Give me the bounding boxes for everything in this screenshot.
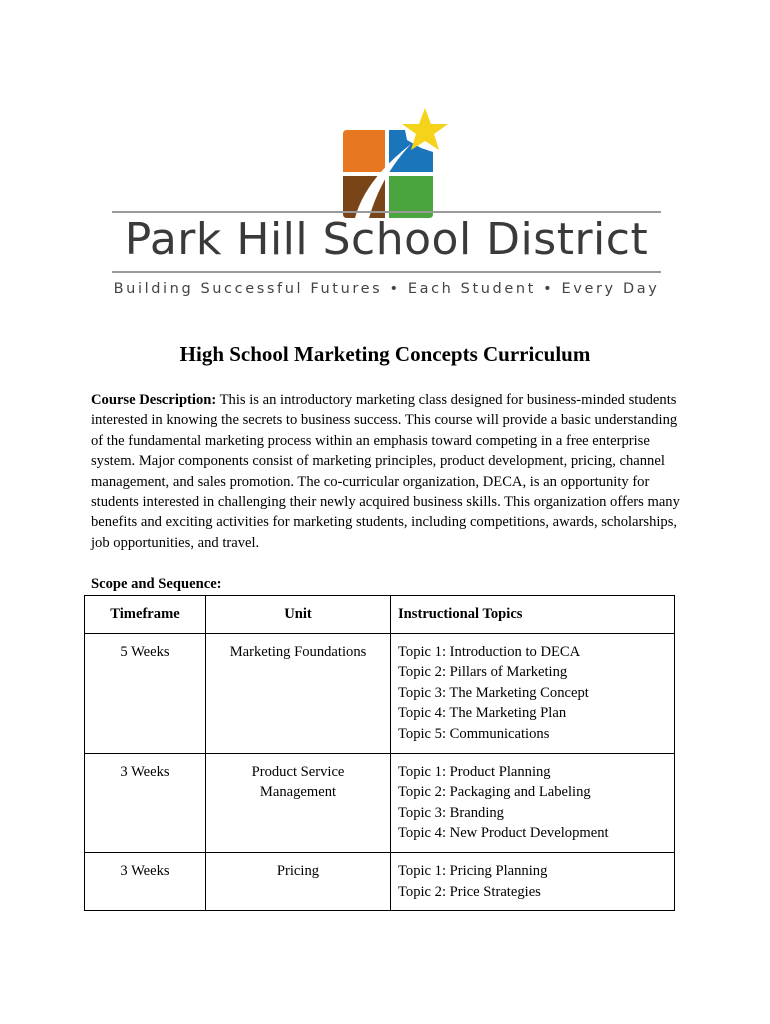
unit-cell: Marketing Foundations bbox=[206, 633, 391, 753]
topic-item: Topic 3: Branding bbox=[398, 804, 504, 821]
scope-sequence-label: Scope and Sequence: bbox=[91, 576, 222, 592]
unit-cell: Pricing bbox=[206, 852, 391, 910]
table-row bbox=[85, 633, 675, 753]
topics-cell bbox=[391, 753, 675, 852]
topic-item: Topic 1: Pricing Planning bbox=[398, 862, 548, 879]
page-title: High School Marketing Concepts Curriculum bbox=[179, 342, 591, 366]
district-name: Park Hill School District bbox=[124, 214, 649, 265]
district-logo bbox=[0, 0, 770, 320]
topic-item: Topic 5: Communications bbox=[398, 725, 550, 742]
topic-item: Topic 1: Product Planning bbox=[398, 763, 551, 780]
header-timeframe: Timeframe bbox=[85, 596, 206, 634]
timeframe-cell: 3 Weeks bbox=[85, 753, 206, 852]
topic-item: Topic 2: Price Strategies bbox=[398, 883, 541, 900]
unit-cell: Product Service Management bbox=[206, 753, 391, 852]
header-rule-bottom bbox=[112, 271, 661, 273]
scope-sequence-table bbox=[84, 595, 675, 911]
topics-cell bbox=[391, 852, 675, 910]
header-unit: Unit bbox=[206, 596, 391, 634]
timeframe-cell: 5 Weeks bbox=[85, 633, 206, 753]
topic-item: Topic 3: The Marketing Concept bbox=[398, 684, 589, 701]
course-description bbox=[91, 390, 691, 553]
topic-item: Topic 2: Pillars of Marketing bbox=[398, 664, 568, 681]
header-rule-top bbox=[112, 211, 661, 213]
topic-item: Topic 4: New Product Development bbox=[398, 825, 609, 842]
district-tagline: Building Successful Futures • Each Student • Every Day bbox=[113, 281, 660, 297]
table-row bbox=[85, 753, 675, 852]
topic-item: Topic 4: The Marketing Plan bbox=[398, 705, 567, 722]
course-description-text: This is an introductory marketing class designed for business-minded students interested in knowing the secrets to business success. This course will provide a basic understanding of the fundamental marketing process within an emphasis toward competing in a free enterprise system. Major components consist of marketing principles, product development, pricing, channel management, and sales promotion. The co-curricular organization, DECA, is an opportunity for students interested in challenging their newly acquired business skills. This organization offers many benefits and exciting activities for marketing students, including competitions, awards, scholarships, job opportunities, and travel. bbox=[91, 392, 680, 551]
course-description-label: Course Description: bbox=[91, 392, 217, 408]
table-row bbox=[85, 852, 675, 910]
header-topics: Instructional Topics bbox=[391, 596, 675, 634]
topics-cell bbox=[391, 633, 675, 753]
table-header-row bbox=[85, 596, 675, 634]
topic-item: Topic 2: Packaging and Labeling bbox=[398, 784, 591, 801]
timeframe-cell: 3 Weeks bbox=[85, 852, 206, 910]
topic-item: Topic 1: Introduction to DECA bbox=[398, 643, 581, 660]
district-logo-icon bbox=[325, 100, 455, 222]
